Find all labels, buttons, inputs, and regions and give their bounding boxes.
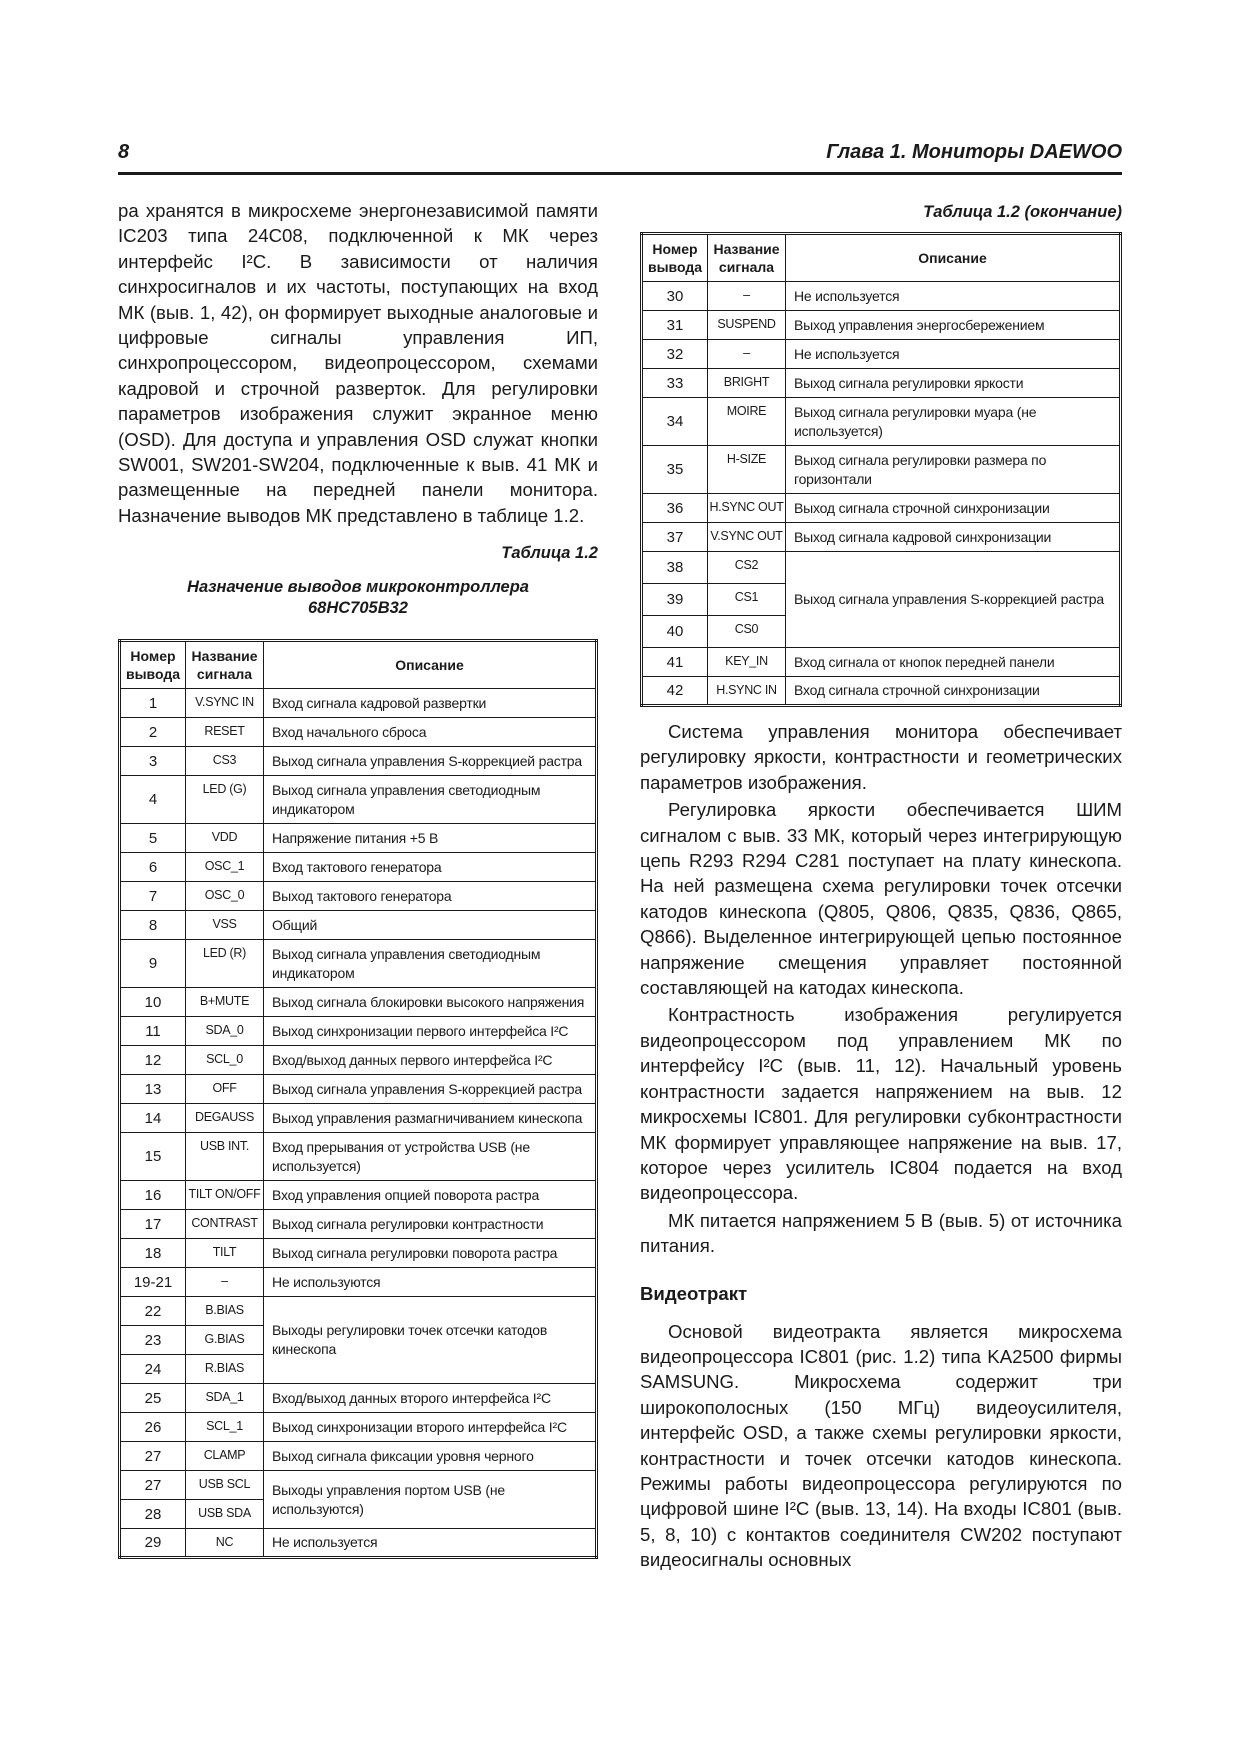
header-label: Номер	[652, 241, 698, 257]
signal-name-cell: RESET	[186, 718, 264, 747]
pin-number-cell: 22	[120, 1297, 186, 1326]
pin-number-cell: 36	[642, 494, 708, 523]
pin-number-cell: 16	[120, 1181, 186, 1210]
description-cell: Выход сигнала регулировки размера по горизонтали	[786, 446, 1121, 494]
description-cell: Вход прерывания от устройства USB (не используется)	[264, 1133, 597, 1181]
signal-name-cell: H.SYNC OUT	[708, 494, 786, 523]
table-row	[120, 824, 597, 853]
pin-number-cell: 4	[120, 776, 186, 824]
table-row	[120, 1529, 597, 1558]
header-signal-name	[708, 234, 786, 282]
signal-name-cell: SCL_1	[186, 1413, 264, 1442]
description-cell: Не используется	[786, 282, 1121, 311]
signal-name-cell: CS1	[708, 584, 786, 616]
pin-number-cell: 27	[120, 1442, 186, 1471]
description-cell: Выход тактового генератора	[264, 882, 597, 911]
description-cell: Вход начального сброса	[264, 718, 597, 747]
description-cell: Выход сигнала регулировки яркости	[786, 369, 1121, 398]
header-description: Описание	[786, 234, 1121, 282]
description-cell: Вход сигнала строчной синхронизации	[786, 677, 1121, 706]
description-cell: Выход сигнала управления светодиодным индикатором	[264, 776, 597, 824]
pin-number-cell: 25	[120, 1384, 186, 1413]
table-row	[642, 340, 1121, 369]
table-row	[642, 311, 1121, 340]
description-cell: Выход сигнала управления S-коррекцией растра	[786, 552, 1121, 648]
header-label: сигнала	[196, 666, 253, 682]
table-row	[120, 1104, 597, 1133]
description-cell: Выход сигнала управления светодиодным индикатором	[264, 940, 597, 988]
description-cell: Выход управления размагничиванием кинескопа	[264, 1104, 597, 1133]
description-cell: Выходы регулировки точек отсечки катодов кинескопа	[264, 1297, 597, 1384]
header-pin-number	[642, 234, 708, 282]
table-row	[120, 1181, 597, 1210]
table-row	[120, 1133, 597, 1181]
signal-name-cell: VDD	[186, 824, 264, 853]
header-rule	[118, 172, 1122, 175]
paragraph-videotract: Основой видеотракта является микросхема видеопроцессора IC801 (рис. 1.2) типа KA2500 фирмы SAMSUNG. Микросхема содержит три широкополосных (150 МГц) видеоусилителя, интерфейс OSD, а также схемы регулировки яркости, контрастности и точек отсечки катодов кинескопа. Режимы работы видеопроцессора регулируются по цифровой шине I²C (выв. 13, 14). На входы IC801 (выв. 5, 8, 10) с контактов соединителя CW202 поступают видеосигналы основных	[640, 1320, 1122, 1571]
signal-name-cell: –	[708, 340, 786, 369]
table-row	[120, 1413, 597, 1442]
table-header-row	[120, 641, 597, 689]
signal-name-cell: CS2	[708, 552, 786, 584]
pin-number-cell: 18	[120, 1239, 186, 1268]
pin-number-cell: 12	[120, 1046, 186, 1075]
header-label: Название	[191, 648, 258, 664]
pin-number-cell: 42	[642, 677, 708, 706]
signal-name-cell: DEGAUSS	[186, 1104, 264, 1133]
pin-number-cell: 39	[642, 584, 708, 616]
header-signal-name	[186, 641, 264, 689]
signal-name-cell: CLAMP	[186, 1442, 264, 1471]
signal-name-cell: MOIRE	[708, 398, 786, 446]
signal-name-cell: OSC_1	[186, 853, 264, 882]
signal-name-cell: B.BIAS	[186, 1297, 264, 1326]
signal-name-cell: LED (R)	[186, 940, 264, 988]
table-row	[120, 1442, 597, 1471]
table-caption-continued: Таблица 1.2 (окончание)	[923, 203, 1122, 221]
pin-number-cell: 35	[642, 446, 708, 494]
pin-number-cell: 1	[120, 689, 186, 718]
description-cell: Выход управления энергосбережением	[786, 311, 1121, 340]
description-cell: Вход сигнала от кнопок передней панели	[786, 648, 1121, 677]
right-column	[640, 198, 1122, 1573]
paragraph-power: МК питается напряжением 5 В (выв. 5) от источника питания.	[640, 1209, 1122, 1257]
signal-name-cell: TILT	[186, 1239, 264, 1268]
description-cell: Выход сигнала строчной синхронизации	[786, 494, 1121, 523]
description-cell: Вход управления опцией поворота растра	[264, 1181, 597, 1210]
paragraph-contrast: Контрастность изображения регулируется видеопроцессором под управлением МК по интерфейсу I²C (выв. 11, 12). Начальный уровень контрастности задается напряжением на выв. 12 микросхемы IC801. Для регулировки субконтрастности МК формирует управляющее напряжение на выв. 17, которое через усилитель IC804 подается на вход видеопроцессора.	[640, 1004, 1122, 1204]
pin-number-cell: 38	[642, 552, 708, 584]
pin-number-cell: 31	[642, 311, 708, 340]
header-label: Номер	[130, 648, 176, 664]
pin-number-cell: 14	[120, 1104, 186, 1133]
table-row	[120, 1268, 597, 1297]
description-cell: Выход сигнала блокировки высокого напряжения	[264, 988, 597, 1017]
header-label: сигнала	[718, 259, 775, 275]
pin-number-cell: 13	[120, 1075, 186, 1104]
paragraph-brightness: Регулировка яркости обеспечивается ШИМ сигналом с выв. 33 МК, который через интегрирующую цепь R293 R294 C281 поступает на плату кинескопа. На ней размещена схема регулировки точек отсечки катодов кинескопа (Q805, Q806, Q835, Q836, Q865, Q866). Выделенное интегрирующей цепью постоянное напряжение смещения управляет постоянной составляющей на катодах кинескопа.	[640, 799, 1122, 999]
header-label: вывода	[125, 666, 181, 682]
signal-name-cell: SCL_0	[186, 1046, 264, 1075]
pin-number-cell: 37	[642, 523, 708, 552]
table-row	[120, 747, 597, 776]
description-cell: Выход синхронизации первого интерфейса I²C	[264, 1017, 597, 1046]
table-title-line1: Назначение выводов микроконтроллера	[187, 578, 529, 596]
table-row	[642, 282, 1121, 311]
chapter-title: Глава 1. Мониторы DAEWOO	[826, 141, 1122, 163]
table-row	[120, 1075, 597, 1104]
header-pin-number	[120, 641, 186, 689]
description-cell: Выход сигнала управления S-коррекцией растра	[264, 1075, 597, 1104]
pin-number-cell: 27	[120, 1471, 186, 1500]
table-caption: Таблица 1.2	[501, 544, 598, 562]
signal-name-cell: G.BIAS	[186, 1326, 264, 1355]
description-cell: Выход сигнала регулировки поворота растра	[264, 1239, 597, 1268]
signal-name-cell: VSS	[186, 911, 264, 940]
table-row	[120, 882, 597, 911]
signal-name-cell: R.BIAS	[186, 1355, 264, 1384]
table-row	[642, 523, 1121, 552]
pin-number-cell: 5	[120, 824, 186, 853]
pin-number-cell: 10	[120, 988, 186, 1017]
description-cell: Выход сигнала регулировки контрастности	[264, 1210, 597, 1239]
pin-number-cell: 32	[642, 340, 708, 369]
pin-number-cell: 15	[120, 1133, 186, 1181]
signal-name-cell: V.SYNC OUT	[708, 523, 786, 552]
pin-table-part1	[118, 639, 598, 1559]
pin-number-cell: 30	[642, 282, 708, 311]
description-cell: Вход/выход данных первого интерфейса I²C	[264, 1046, 597, 1075]
table-row	[120, 911, 597, 940]
description-cell: Выход синхронизации второго интерфейса I²C	[264, 1413, 597, 1442]
description-cell: Не используется	[264, 1529, 597, 1558]
signal-name-cell: –	[708, 282, 786, 311]
table-row	[120, 689, 597, 718]
signal-name-cell: –	[186, 1268, 264, 1297]
table-row	[642, 494, 1121, 523]
table-row	[642, 552, 1121, 584]
pin-number-cell: 40	[642, 616, 708, 648]
signal-name-cell: USB SDA	[186, 1500, 264, 1529]
signal-name-cell: USB SCL	[186, 1471, 264, 1500]
pin-number-cell: 24	[120, 1355, 186, 1384]
header-label: Название	[713, 241, 780, 257]
signal-name-cell: CS3	[186, 747, 264, 776]
table-row	[120, 718, 597, 747]
table-row	[120, 988, 597, 1017]
description-cell: Выходы управления портом USB (не используются)	[264, 1471, 597, 1529]
pin-number-cell: 9	[120, 940, 186, 988]
pin-number-cell: 3	[120, 747, 186, 776]
description-cell: Не используется	[786, 340, 1121, 369]
signal-name-cell: H.SYNC IN	[708, 677, 786, 706]
signal-name-cell: KEY_IN	[708, 648, 786, 677]
section-heading-videotract: Видеотракт	[640, 1282, 748, 1304]
pin-number-cell: 41	[642, 648, 708, 677]
description-cell: Вход/выход данных второго интерфейса I²C	[264, 1384, 597, 1413]
pin-number-cell: 28	[120, 1500, 186, 1529]
signal-name-cell: BRIGHT	[708, 369, 786, 398]
table-row	[120, 1297, 597, 1326]
pin-number-cell: 26	[120, 1413, 186, 1442]
paragraph-control-system: Система управления монитора обеспечивает регулировку яркости, контрастности и геометрических параметров изображения.	[640, 721, 1122, 793]
pin-number-cell: 7	[120, 882, 186, 911]
table-row	[642, 369, 1121, 398]
table-row	[642, 398, 1121, 446]
pin-number-cell: 19-21	[120, 1268, 186, 1297]
signal-name-cell: H-SIZE	[708, 446, 786, 494]
signal-name-cell: TILT ON/OFF	[186, 1181, 264, 1210]
pin-number-cell: 17	[120, 1210, 186, 1239]
description-cell: Вход сигнала кадровой развертки	[264, 689, 597, 718]
header-label: вывода	[647, 259, 703, 275]
table-row	[120, 776, 597, 824]
table-row	[120, 1384, 597, 1413]
pin-table-part2	[640, 232, 1122, 707]
pin-number-cell: 2	[120, 718, 186, 747]
description-cell: Общий	[264, 911, 597, 940]
signal-name-cell: SDA_1	[186, 1384, 264, 1413]
signal-name-cell: B+MUTE	[186, 988, 264, 1017]
pin-number-cell: 23	[120, 1326, 186, 1355]
pin-number-cell: 8	[120, 911, 186, 940]
intro-paragraph: ра хранятся в микросхеме энергонезависимой памяти IC203 типа 24C08, подключенной к МК через интерфейс I²C. В зависимости от наличия синхросигналов и их частоты, поступающих на вход МК (выв. 1, 42), он формирует выходные аналоговые и цифровые сигналы управления ИП, синхропроцессором, видеопроцессором, схемами кадровой и строчной разверток. Для регулировки параметров изображения служит экранное меню (OSD). Для доступа и управления OSD служат кнопки SW001, SW201-SW204, подключенные к выв. 41 МК и размещенные на передней панели монитора. Назначение выводов МК представлено в таблице 1.2.	[118, 200, 598, 526]
header-description: Описание	[264, 641, 597, 689]
table-row	[120, 1471, 597, 1500]
description-cell: Вход тактового генератора	[264, 853, 597, 882]
signal-name-cell: SUSPEND	[708, 311, 786, 340]
table-row	[642, 648, 1121, 677]
description-cell: Выход сигнала кадровой синхронизации	[786, 523, 1121, 552]
table-title-line2: 68HC705B32	[308, 599, 408, 617]
table-header-row	[642, 234, 1121, 282]
description-cell: Выход сигнала управления S-коррекцией растра	[264, 747, 597, 776]
pin-number-cell: 29	[120, 1529, 186, 1558]
table-row	[120, 1046, 597, 1075]
signal-name-cell: SDA_0	[186, 1017, 264, 1046]
signal-name-cell: V.SYNC IN	[186, 689, 264, 718]
description-cell: Напряжение питания +5 В	[264, 824, 597, 853]
signal-name-cell: OFF	[186, 1075, 264, 1104]
page-number: 8	[118, 141, 130, 163]
pin-number-cell: 34	[642, 398, 708, 446]
table-row	[120, 940, 597, 988]
table-row	[120, 1210, 597, 1239]
table-row	[120, 1239, 597, 1268]
table-row	[120, 1017, 597, 1046]
signal-name-cell: LED (G)	[186, 776, 264, 824]
signal-name-cell: CS0	[708, 616, 786, 648]
pin-number-cell: 33	[642, 369, 708, 398]
description-cell: Не используются	[264, 1268, 597, 1297]
pin-number-cell: 6	[120, 853, 186, 882]
signal-name-cell: OSC_0	[186, 882, 264, 911]
table-row	[642, 446, 1121, 494]
signal-name-cell: CONTRAST	[186, 1210, 264, 1239]
table-row	[642, 677, 1121, 706]
description-cell: Выход сигнала регулировки муара (не используется)	[786, 398, 1121, 446]
pin-number-cell: 11	[120, 1017, 186, 1046]
table-title	[118, 577, 598, 619]
table-row	[120, 853, 597, 882]
left-column	[118, 198, 598, 1559]
signal-name-cell: USB INT.	[186, 1133, 264, 1181]
description-cell: Выход сигнала фиксации уровня черного	[264, 1442, 597, 1471]
signal-name-cell: NC	[186, 1529, 264, 1558]
